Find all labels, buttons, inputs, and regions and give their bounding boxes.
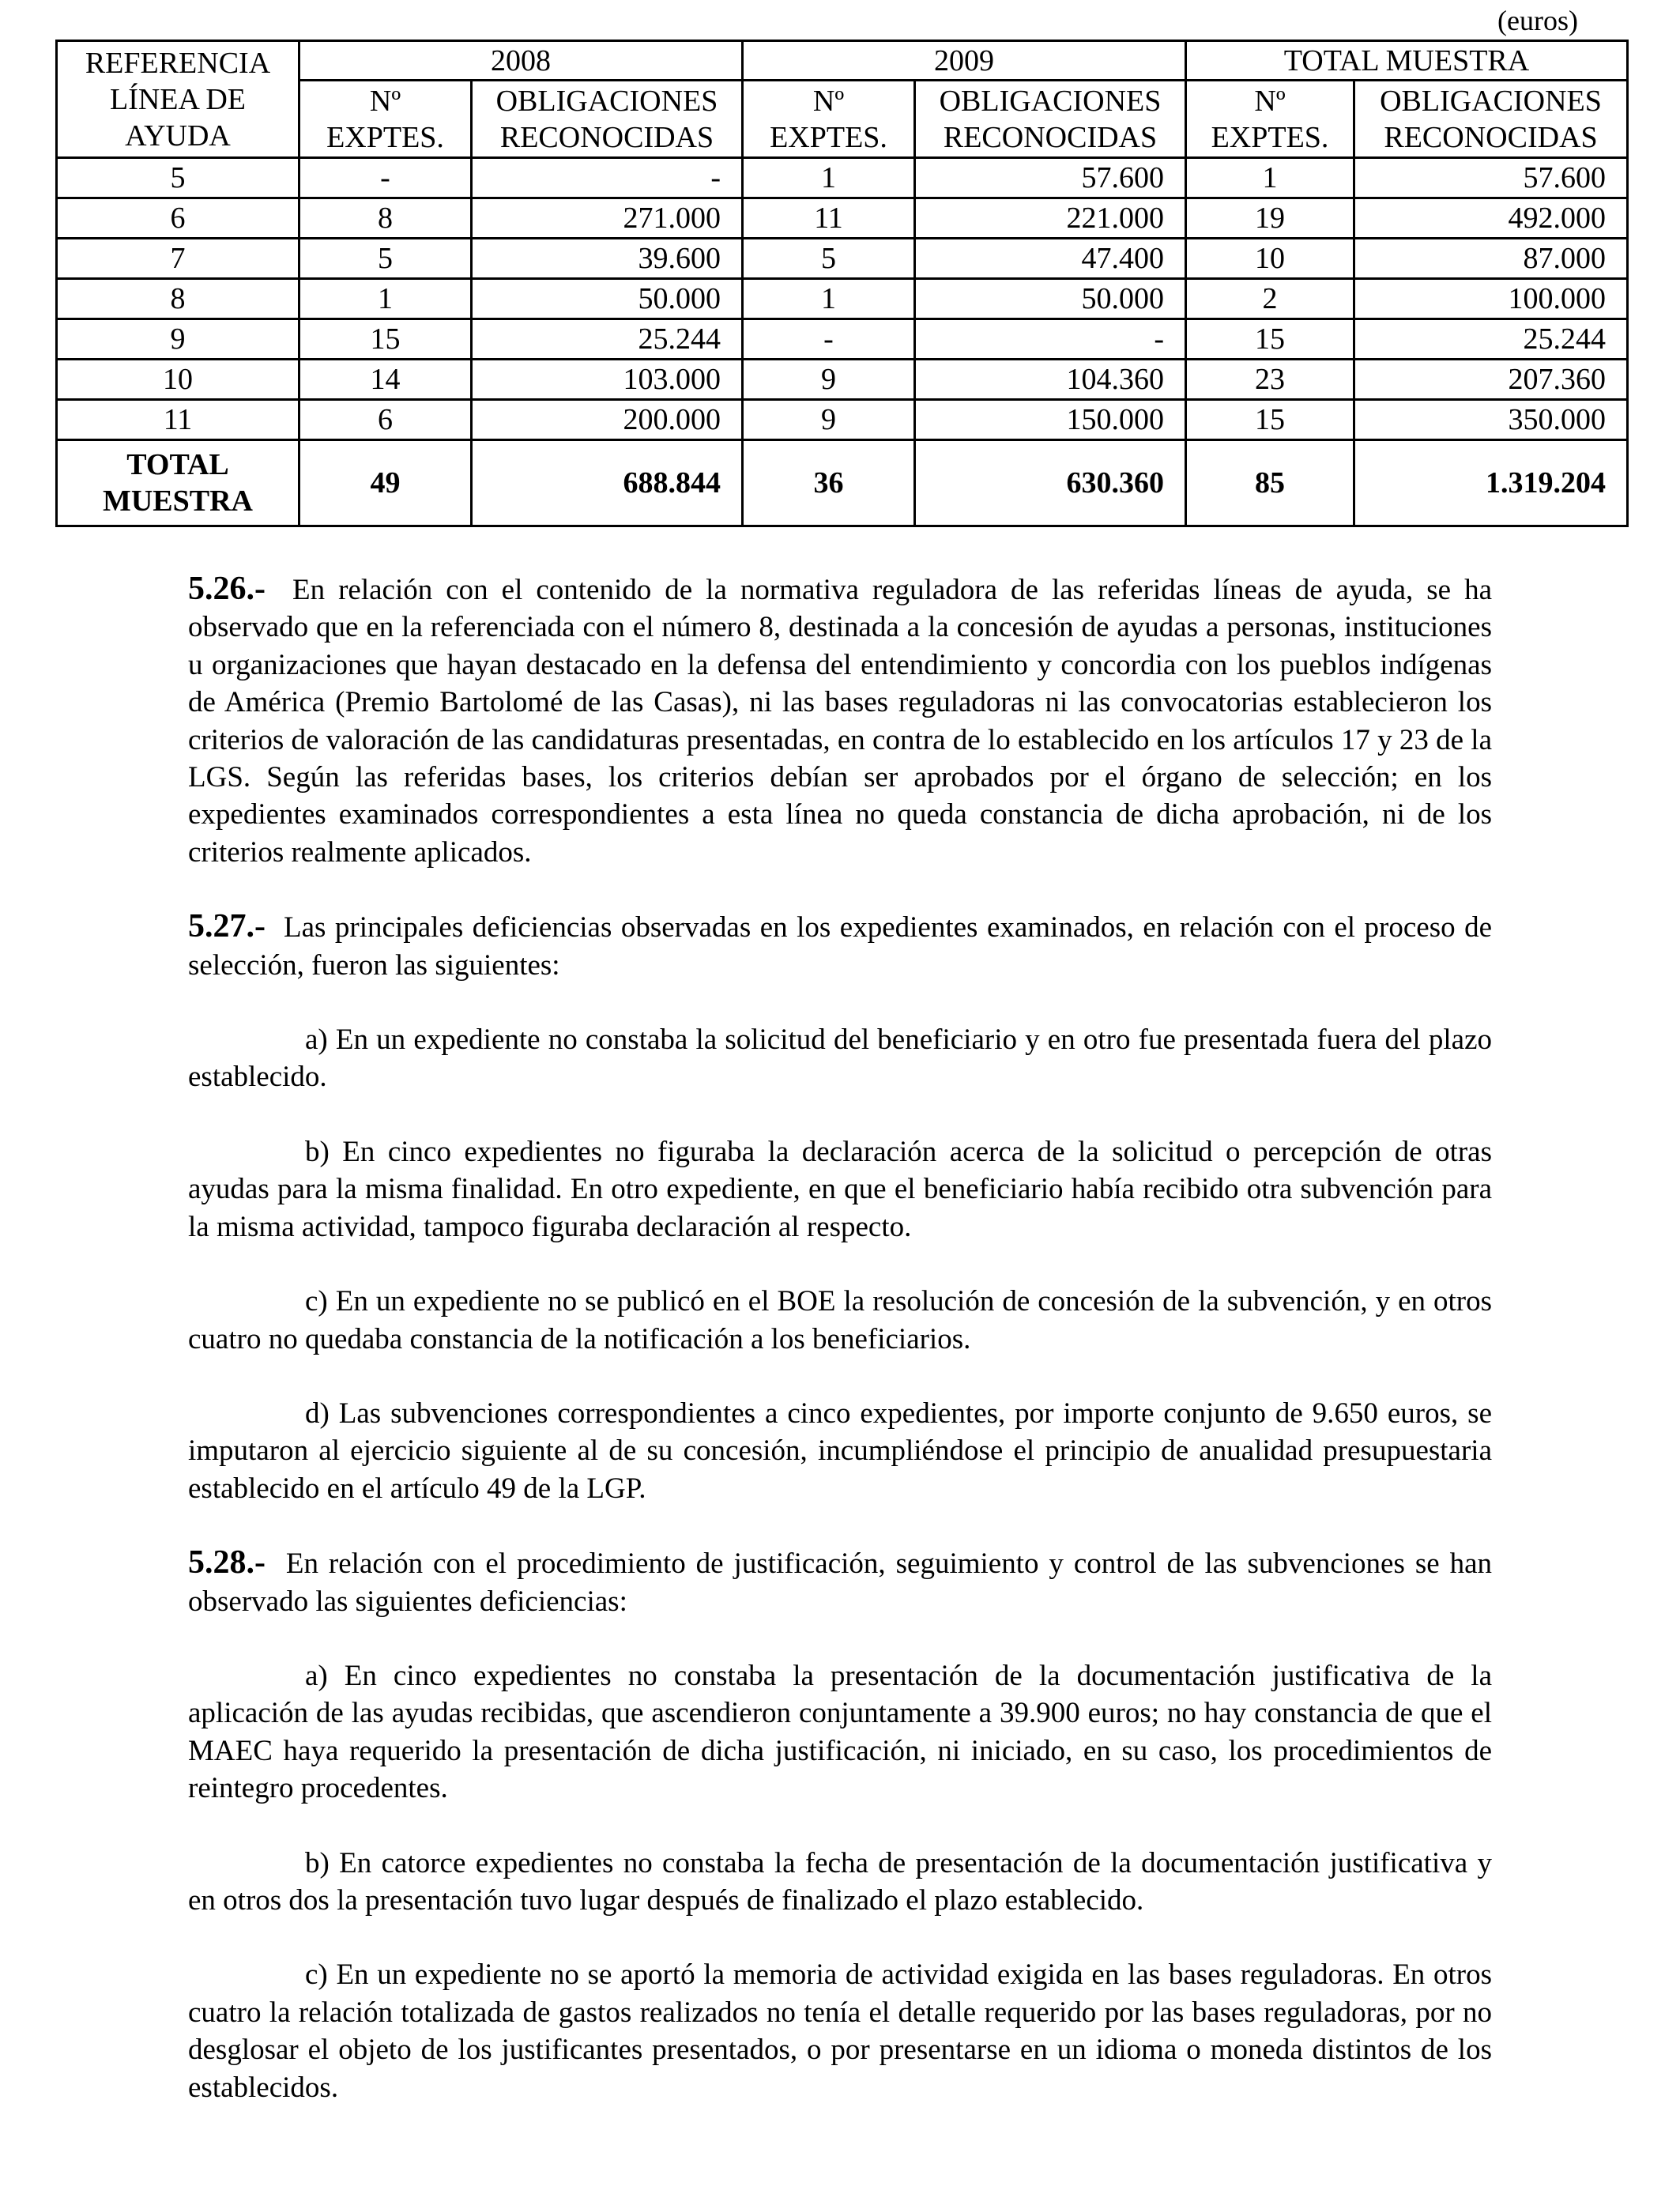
sub-header-exptes: Nº EXPTES. (743, 81, 915, 158)
cell-exptes-2009: 9 (743, 360, 915, 400)
paragraph-number: 5.27.- (188, 908, 266, 945)
item-5-27-a: a) En un expediente no constaba la solicitud del beneficiario y en otro fue presentada fuera del plazo establecido. (188, 1023, 1492, 1094)
cell-linea: 6 (57, 198, 299, 239)
total-oblig-2008: 688.844 (472, 440, 743, 526)
cell-linea: 8 (57, 279, 299, 319)
paragraph-5-28: 5.28.- En relación con el procedimiento de justificación, seguimiento y control de las subvenciones se han observado las siguientes deficiencias: (188, 1544, 1493, 1618)
total-exptes-2009: 36 (743, 440, 915, 526)
cell-oblig-total: 57.600 (1354, 158, 1628, 198)
total-oblig-total: 1.319.204 (1354, 440, 1628, 526)
body-text (188, 571, 1492, 2106)
cell-oblig-total: 492.000 (1354, 198, 1628, 239)
table-row (57, 360, 1628, 400)
cell-oblig-2008: 39.600 (472, 239, 743, 279)
cell-oblig-total: 207.360 (1354, 360, 1628, 400)
cell-oblig-2008: - (472, 158, 743, 198)
cell-exptes-2009: 5 (743, 239, 915, 279)
header-row-years (57, 41, 1628, 81)
cell-exptes-2008: 5 (299, 239, 472, 279)
total-exptes-total: 85 (1186, 440, 1354, 526)
cell-oblig-2009: 104.360 (915, 360, 1186, 400)
table-row (57, 239, 1628, 279)
sub-header-obligaciones: OBLIGACIONES RECONOCIDAS (472, 81, 743, 158)
cell-exptes-total: 23 (1186, 360, 1354, 400)
cell-exptes-2009: - (743, 319, 915, 360)
cell-linea: 11 (57, 400, 299, 440)
cell-oblig-2008: 25.244 (472, 319, 743, 360)
cell-oblig-2008: 271.000 (472, 198, 743, 239)
total-oblig-2009: 630.360 (915, 440, 1186, 526)
cell-oblig-total: 87.000 (1354, 239, 1628, 279)
total-exptes-2008: 49 (299, 440, 472, 526)
cell-exptes-total: 15 (1186, 319, 1354, 360)
table-row (57, 319, 1628, 360)
cell-exptes-2009: 11 (743, 198, 915, 239)
paragraph-5-26: 5.26.- En relación con el contenido de la normativa reguladora de las referidas líneas de ayuda, se ha observado que en la referenciada con el número 8, destinada a la concesión de ayudas a personas, instituciones u organizaciones que hayan destacado en la defensa del entendimiento y concordia con los pueblos indígenas de América (Premio Bartolomé de las Casas), ni las bases reguladoras ni las convocatorias establecieron los criterios de valoración de las candidaturas presentadas, en contra de lo establecido en los artículos 17 y 23 de la LGS. Según las referidas bases, los criterios debían ser aprobados por el órgano de selección; en los expedientes examinados correspondientes a esta línea no queda constancia de dicha aprobación, ni de los criterios realmente aplicados. (188, 571, 1493, 869)
cell-linea: 5 (57, 158, 299, 198)
cell-oblig-total: 350.000 (1354, 400, 1628, 440)
paragraph-number: 5.26.- (188, 571, 266, 607)
ref-header: REFERENCIA LÍNEA DE AYUDA (57, 41, 299, 158)
cell-linea: 9 (57, 319, 299, 360)
cell-oblig-total: 25.244 (1354, 319, 1628, 360)
item-5-28-a: a) En cinco expedientes no constaba la presentación de la documentación justificativa de la aplicación de las ayudas recibidas, que ascendieron conjuntamente a 39.900 euros; no hay constancia de que el MAEC haya requerido la presentación de dicha justificación, ni iniciado, en su caso, los procedimientos de reintegro procedentes. (188, 1659, 1492, 1805)
table-row (57, 158, 1628, 198)
cell-oblig-2008: 50.000 (472, 279, 743, 319)
cell-exptes-total: 10 (1186, 239, 1354, 279)
total-label: TOTAL MUESTRA (57, 440, 299, 526)
cell-oblig-2009: - (915, 319, 1186, 360)
cell-exptes-total: 19 (1186, 198, 1354, 239)
table-row (57, 400, 1628, 440)
cell-exptes-2008: 6 (299, 400, 472, 440)
sub-header-obligaciones: OBLIGACIONES RECONOCIDAS (915, 81, 1186, 158)
cell-exptes-total: 1 (1186, 158, 1354, 198)
cell-exptes-2008: 15 (299, 319, 472, 360)
total-row (57, 440, 1628, 526)
item-5-27-c: c) En un expediente no se publicó en el BOE la resolución de concesión de la subvención, y en otros cuatro no quedaba constancia de la notificación a los beneficiarios. (188, 1285, 1492, 1355)
table-row (57, 279, 1628, 319)
item-5-27-d: d) Las subvenciones correspondientes a cinco expedientes, por importe conjunto de 9.650 euros, se imputaron al ejercicio siguiente al de su concesión, incumpliéndose el principio de anualidad presupuestaria establecido en el artículo 49 de la LGP. (188, 1397, 1492, 1505)
sub-header-exptes: Nº EXPTES. (299, 81, 472, 158)
cell-exptes-2008: 14 (299, 360, 472, 400)
cell-oblig-2009: 150.000 (915, 400, 1186, 440)
year-2009-header: 2009 (743, 41, 1186, 81)
units-label: (euros) (1497, 5, 1578, 36)
paragraph-number: 5.28.- (188, 1544, 266, 1581)
cell-exptes-2008: 1 (299, 279, 472, 319)
cell-oblig-2008: 103.000 (472, 360, 743, 400)
cell-linea: 7 (57, 239, 299, 279)
item-5-27-b: b) En cinco expedientes no figuraba la declaración acerca de la solicitud o percepción de otras ayudas para la misma finalidad. En otro expediente, en que el beneficiario había recibido otra subvención para la misma actividad, tampoco figuraba declaración al respecto. (188, 1135, 1492, 1243)
cell-oblig-total: 100.000 (1354, 279, 1628, 319)
cell-oblig-2008: 200.000 (472, 400, 743, 440)
cell-linea: 10 (57, 360, 299, 400)
cell-oblig-2009: 47.400 (915, 239, 1186, 279)
cell-exptes-2009: 1 (743, 158, 915, 198)
cell-oblig-2009: 57.600 (915, 158, 1186, 198)
cell-oblig-2009: 221.000 (915, 198, 1186, 239)
item-5-28-c: c) En un expediente no se aportó la memoria de actividad exigida en las bases reguladoras. En otros cuatro la relación totalizada de gastos realizados no tenía el detalle requerido por las bases reguladoras, por no desglosar el objeto de los justificantes presentados, o por presentarse en un idioma o moneda distintos de los establecidos. (188, 1958, 1492, 2104)
table-row (57, 198, 1628, 239)
cell-exptes-total: 2 (1186, 279, 1354, 319)
expedientes-table (55, 40, 1629, 527)
sub-header-exptes: Nº EXPTES. (1186, 81, 1354, 158)
paragraph-5-27: 5.27.- Las principales deficiencias observadas en los expedientes examinados, en relación con el proceso de selección, fueron las siguientes: (188, 908, 1493, 982)
sub-header-obligaciones: OBLIGACIONES RECONOCIDAS (1354, 81, 1628, 158)
cell-exptes-2008: - (299, 158, 472, 198)
item-5-28-b: b) En catorce expedientes no constaba la fecha de presentación de la documentación justificativa y en otros dos la presentación tuvo lugar después de finalizado el plazo establecido. (188, 1846, 1492, 1917)
cell-exptes-total: 15 (1186, 400, 1354, 440)
cell-oblig-2009: 50.000 (915, 279, 1186, 319)
total-muestra-header: TOTAL MUESTRA (1186, 41, 1628, 81)
year-2008-header: 2008 (299, 41, 743, 81)
cell-exptes-2008: 8 (299, 198, 472, 239)
cell-exptes-2009: 9 (743, 400, 915, 440)
cell-exptes-2009: 1 (743, 279, 915, 319)
